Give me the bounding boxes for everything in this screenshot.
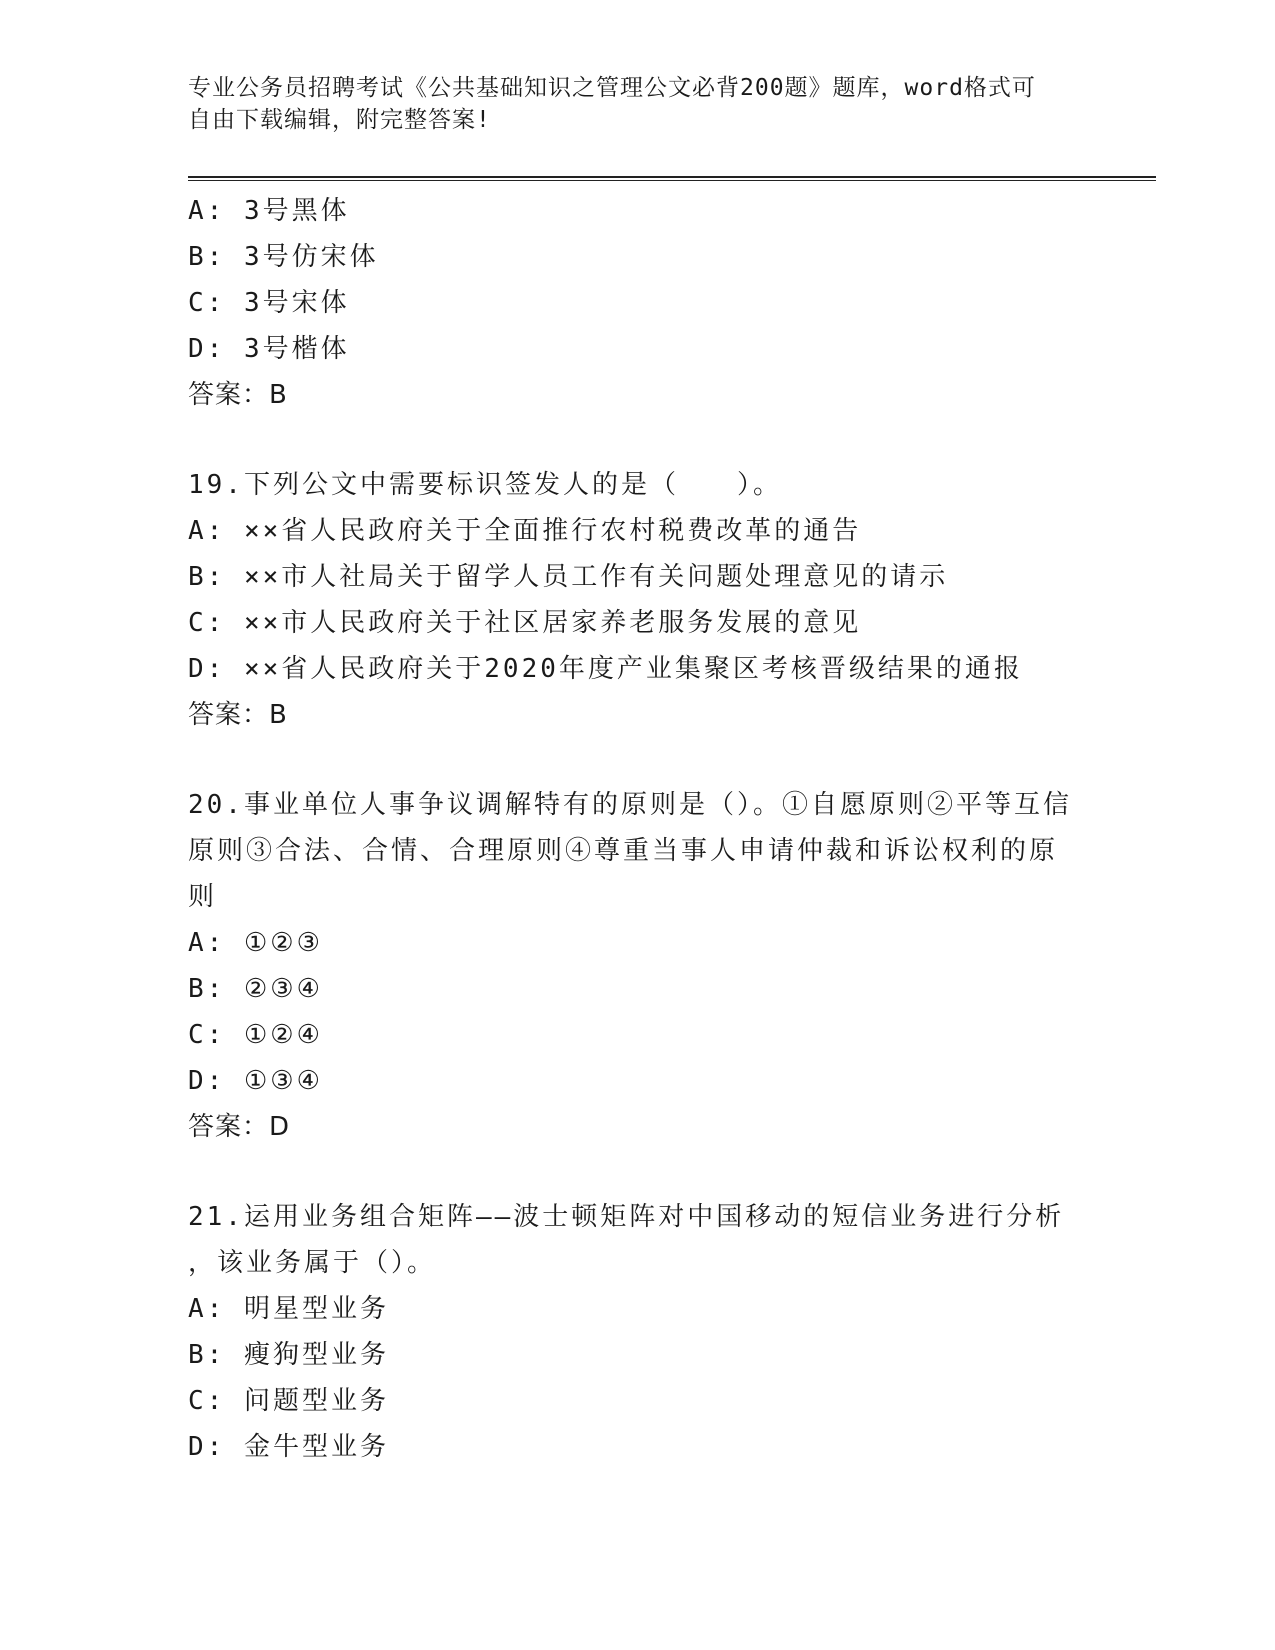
question-stem-line-1: 20.事业单位人事争议调解特有的原则是（）。①自愿原则②平等互信	[188, 790, 1072, 820]
option-d: D: ①③④	[188, 1066, 323, 1096]
answer: 答案：B	[188, 700, 288, 730]
option-c: C: ××市人民政府关于社区居家养老服务发展的意见	[188, 608, 862, 638]
option-b: B: 瘦狗型业务	[188, 1340, 389, 1370]
option-a: A: ①②③	[188, 928, 323, 958]
header-divider	[188, 176, 1156, 181]
question-stem-line-1: 21.运用业务组合矩阵——波士顿矩阵对中国移动的短信业务进行分析	[188, 1202, 1065, 1232]
option-b: B: 3号仿宋体	[188, 242, 379, 272]
question-list	[188, 188, 1108, 1470]
answer: 答案：D	[188, 1112, 291, 1142]
question-stem-line-2: 原则③合法、合情、合理原则④尊重当事人申请仲裁和诉讼权利的原	[188, 836, 1059, 866]
option-c: C: ①②④	[188, 1020, 323, 1050]
option-a: A: ××省人民政府关于全面推行农村税费改革的通告	[188, 516, 862, 546]
question-20	[188, 782, 1108, 1150]
answer: 答案：B	[188, 380, 288, 410]
option-b: B: ××市人社局关于留学人员工作有关问题处理意见的请示	[188, 562, 949, 592]
question-stem-line-3: 则	[188, 882, 218, 912]
spacer	[188, 738, 1108, 782]
header-line-1: 专业公务员招聘考试《公共基础知识之管理公文必背200题》题库，word格式可	[188, 75, 1036, 101]
option-d: D: 金牛型业务	[188, 1432, 389, 1462]
option-d: D: 3号楷体	[188, 334, 350, 364]
document-header	[188, 72, 1088, 136]
option-c: C: 问题型业务	[188, 1386, 389, 1416]
option-a: A: 3号黑体	[188, 196, 350, 226]
question-18	[188, 188, 1108, 418]
header-line-2: 自由下载编辑，附完整答案!	[188, 107, 491, 133]
option-b: B: ②③④	[188, 974, 323, 1004]
spacer	[188, 1150, 1108, 1194]
option-d: D: ××省人民政府关于2020年度产业集聚区考核晋级结果的通报	[188, 654, 1023, 684]
question-19	[188, 462, 1108, 738]
question-stem: 19.下列公文中需要标识签发人的是（ ）。	[188, 470, 782, 500]
spacer	[188, 418, 1108, 462]
option-a: A: 明星型业务	[188, 1294, 389, 1324]
question-21	[188, 1194, 1108, 1470]
option-c: C: 3号宋体	[188, 288, 350, 318]
question-stem-line-2: ，该业务属于（）。	[188, 1248, 437, 1278]
